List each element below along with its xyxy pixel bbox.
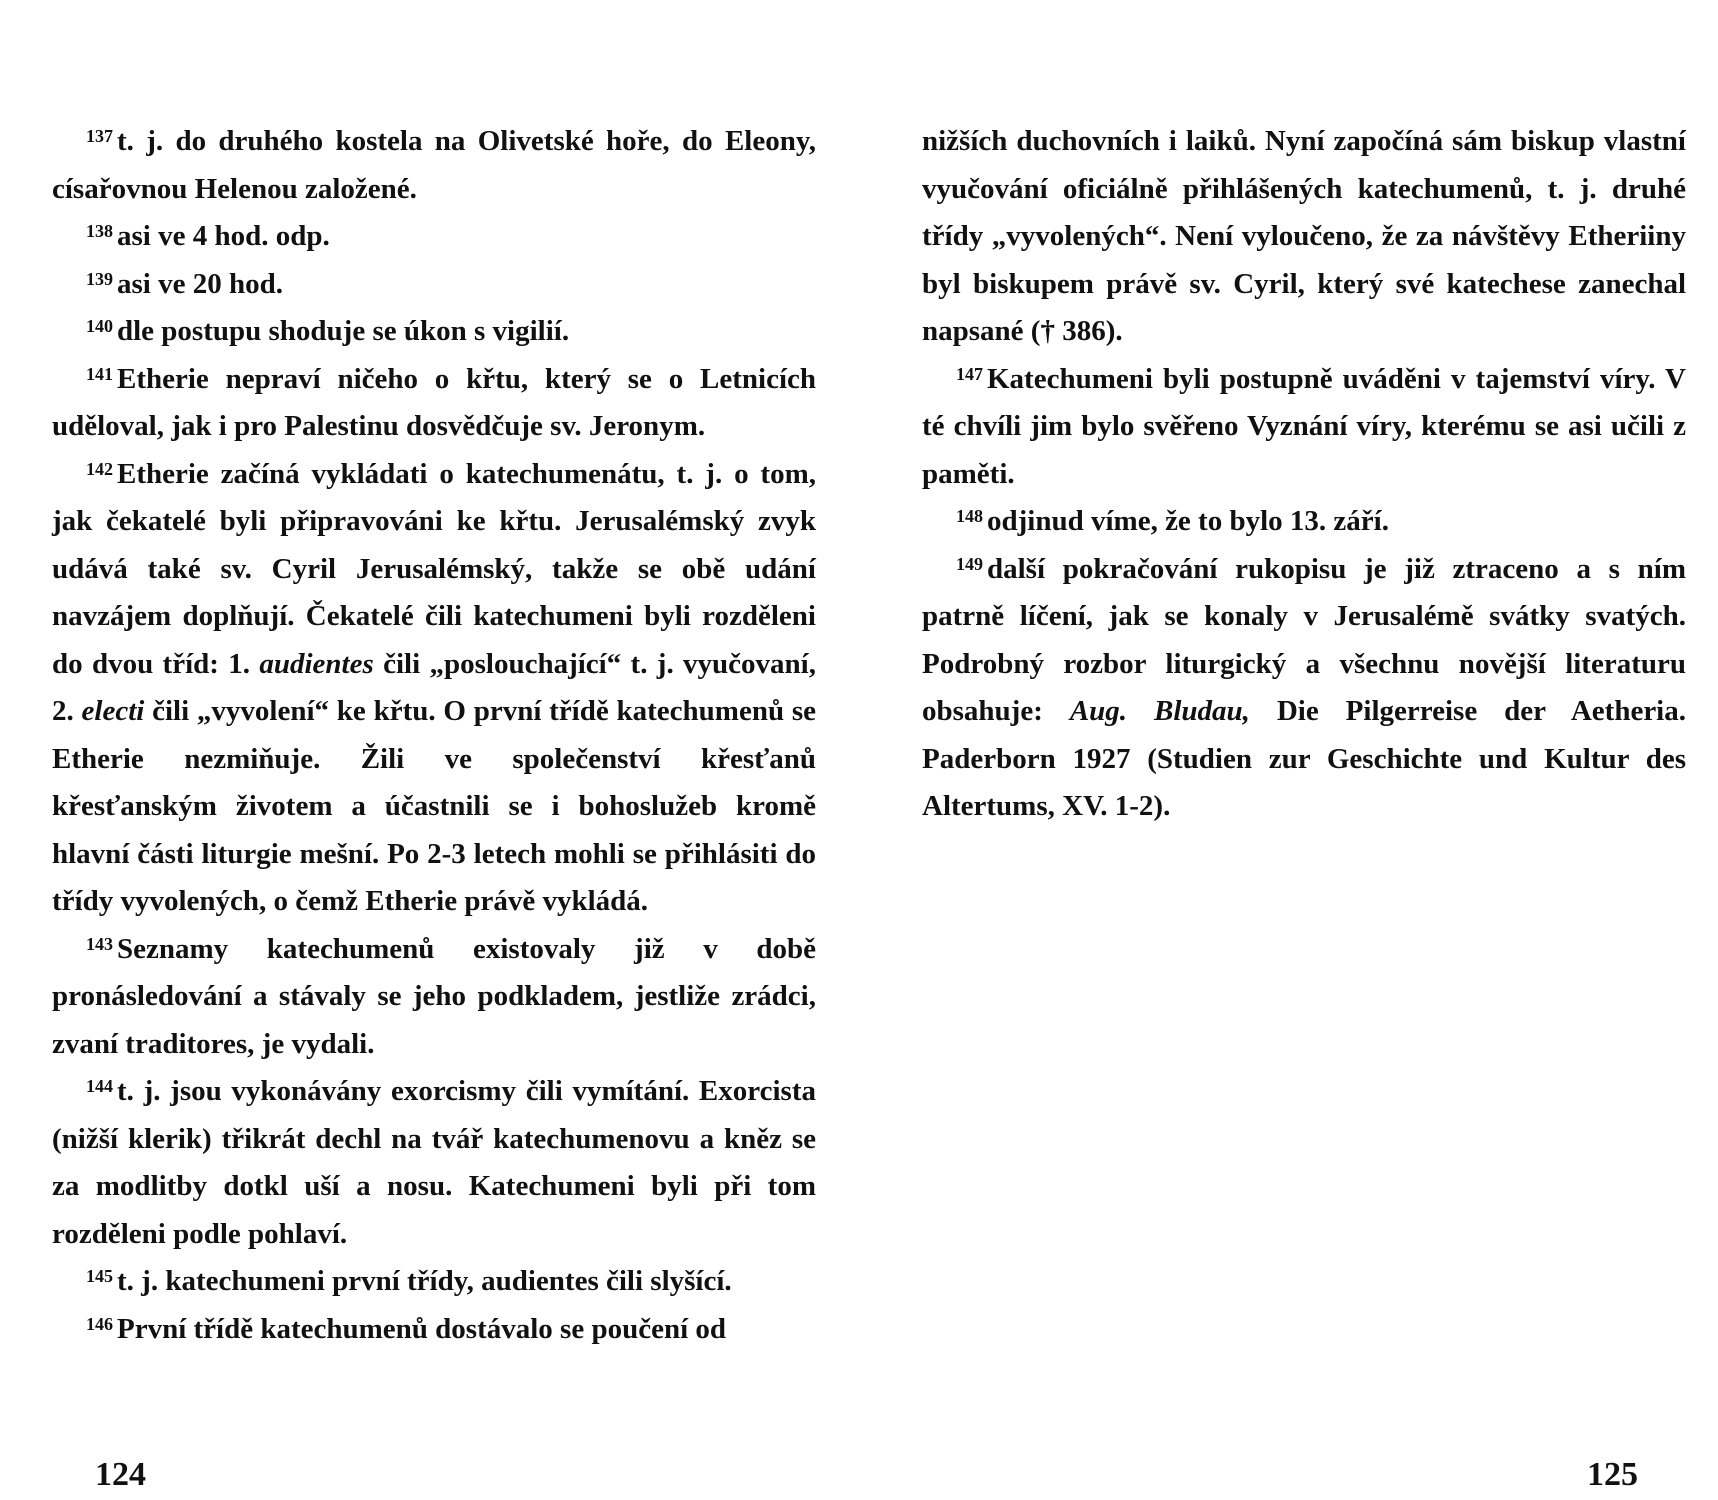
note-138 [52,213,816,261]
note-text: čili „vyvolení“ ke křtu. O první třídě katechumenů se Etherie nezmiňuje. Žili ve společenství křesťanů křesťanským životem a účastnili se i bohoslužeb kromě hlavní části liturgie mešní. Po 2-3 letech mohli se přihlásiti do třídy vyvolených, o čemž Etherie právě vykládá. [52,695,817,917]
note-text: asi ve 4 hod. odp. [117,220,330,252]
note-text: Etherie nepraví ničeho o křtu, který se o Letnicích uděloval, jak i pro Palestinu dosvědčuje sv. Jeronym. [52,362,816,442]
note-text: t. j. do druhého kostela na Olivetské hoře, do Eleony, císařovnou Helenou založené. [52,125,816,205]
note-number: 148 [956,506,983,526]
left-notes-column [52,118,816,1353]
right-notes-column [922,118,1686,831]
note-146-continuation: nižších duchovních i laiků. Nyní započíná sám biskup vlastní vyučování oficiálně přihlášených katechumenů, t. j. druhé třídy „vyvolených“. Není vyloučeno, že za návštěvy Etheriiny byl biskupem právě sv. Cyril, který své katechese zanechal napsané († 386). [922,125,1686,347]
right-page [859,0,1718,1500]
note-text: odjinud víme, že to bylo 13. září. [987,505,1389,537]
note-141 [52,356,816,451]
note-number: 149 [956,553,983,574]
note-number: 139 [86,268,113,289]
note-text: Etherie začíná vykládati o katechumenátu, t. j. o tom, jak čekatelé byli připravováni ke křtu. Jerusalémský zvyk udává také sv. Cyril Jerusalémský, takže se obě udání navzájem doplňují. Čekatelé čili katechumeni byli rozděleni do dvou tříd: 1. [52,457,816,680]
note-text: dle postupu shoduje se úkon s vigilií. [117,315,570,347]
note-italic-term: audientes [259,647,374,680]
note-text: Seznamy katechumenů existovaly již v době pronásledování a stávaly se jeho podkladem, jestliže zrádci, zvaní traditores, je vydali. [52,932,816,1060]
note-italic-term: electi [81,695,145,727]
note-number: 147 [956,363,983,384]
note-number: 138 [86,221,113,241]
note-139 [52,261,816,309]
note-number: 141 [86,363,113,384]
note-147 [922,356,1686,499]
note-text: t. j. katechumeni první třídy, audientes čili slyšící. [117,1265,732,1297]
note-149 [922,546,1686,831]
note-text: První třídě katechumenů dostávalo se poučení od [117,1312,727,1345]
page-number-right: 125 [1587,1456,1638,1493]
note-text: další pokračování rukopisu je již ztraceno a s ním patrně líčení, jak se konaly v Jerusalémě svátky svatých. Podrobný rozbor liturgický a všechnu novější literaturu obsahuje: [922,552,1686,727]
note-text: asi ve 20 hod. [117,267,283,300]
note-146 [52,1306,816,1354]
note-text: čili „poslouchající“ t. j. vyučovaní, 2. [52,647,816,727]
note-number: 137 [86,126,113,146]
note-140 [52,308,816,356]
note-number: 140 [86,316,113,336]
note-145 [52,1258,816,1306]
note-number: 142 [86,458,113,479]
note-number: 145 [86,1266,113,1286]
note-number: 146 [86,1313,113,1334]
page-number-left: 124 [95,1456,146,1493]
note-143 [52,926,816,1069]
note-144 [52,1068,816,1258]
note-text: Katechumeni byli postupně uváděni v tajemství víry. V té chvíli jim bylo svěřeno Vyznání víry, kterému se asi učili z paměti. [922,362,1686,490]
note-number: 143 [86,933,113,954]
note-142 [52,451,816,926]
note-137 [52,118,816,213]
note-text: Die Pilgerreise der Aetheria. Paderborn 1927 (Studien zur Geschichte und Kultur des Altertums, XV. 1-2). [922,695,1686,822]
note-number: 144 [86,1076,113,1096]
note-148 [922,498,1686,546]
note-italic-author: Aug. Bludau, [1069,695,1250,727]
note-text: t. j. jsou vykonávány exorcismy čili vymítání. Exorcista (nižší klerik) třikrát dechl na tvář katechumenovu a kněz se za modlitby dotkl uší a nosu. Katechumeni byli při tom rozděleni podle pohlaví. [52,1075,816,1250]
